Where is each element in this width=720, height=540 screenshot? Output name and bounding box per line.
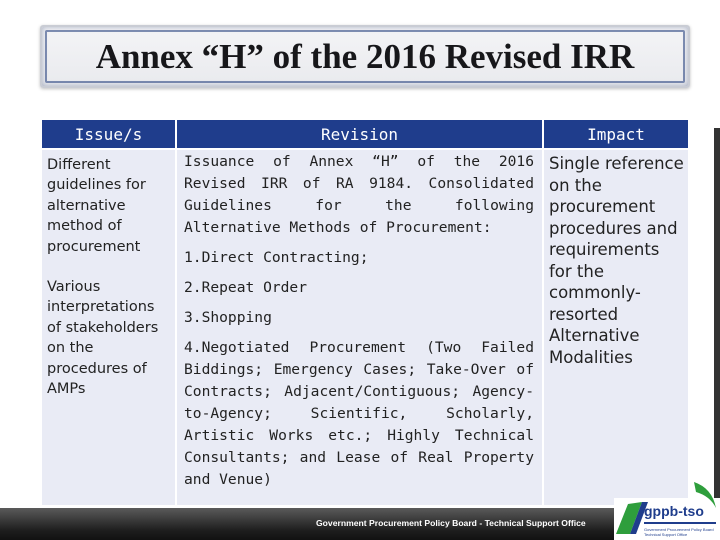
svg-text:gppb-tso: gppb-tso [644,503,704,519]
table-header-row [41,119,689,149]
revision-cell [176,149,543,506]
header-revision: Revision [176,119,543,149]
right-edge-bar [714,128,720,508]
header-issues: Issue/s [41,119,176,149]
issue-item: Different guidelines for alternative method of procurement [47,157,146,255]
header-impact: Impact [543,119,689,149]
revision-item: 2.Repeat Order [184,279,308,296]
revision-item: 4.Negotiated Procurement (Two Failed Biddings; Emergency Cases; Take-Over of Contracts; Adjacent/Contiguous; Agency-to-Agency; Scientific, Scholarly, Artistic Works etc.; Highly Technical Consultants; and Lease of Real Property and Venue) [184,339,534,488]
svg-text:Technical Support Office: Technical Support Office [644,532,688,537]
impact-cell: Single reference on the procurement procedures and requirements for the commonly-resorted Alternative Modalities [543,149,689,506]
annex-table [40,118,690,507]
revision-item: 3.Shopping [184,309,272,326]
revision-intro: Issuance of Annex “H” of the 2016 Revised IRR of RA 9184. Consolidated Guidelines for the following Alternative Methods of Procurement: [184,153,534,236]
issues-cell [41,149,176,506]
svg-text:Government Procurement Policy: Government Procurement Policy Board [644,527,714,532]
title-box [40,25,690,88]
slide-title: Annex “H” of the 2016 Revised IRR [95,37,635,76]
footer-text: Government Procurement Policy Board - Technical Support Office [316,518,586,528]
table-row [41,149,689,506]
revision-item: 1.Direct Contracting; [184,249,369,266]
gppb-tso-logo [614,478,720,540]
issue-item: Various interpretations of stakeholders on the procedures of AMPs [47,279,159,398]
